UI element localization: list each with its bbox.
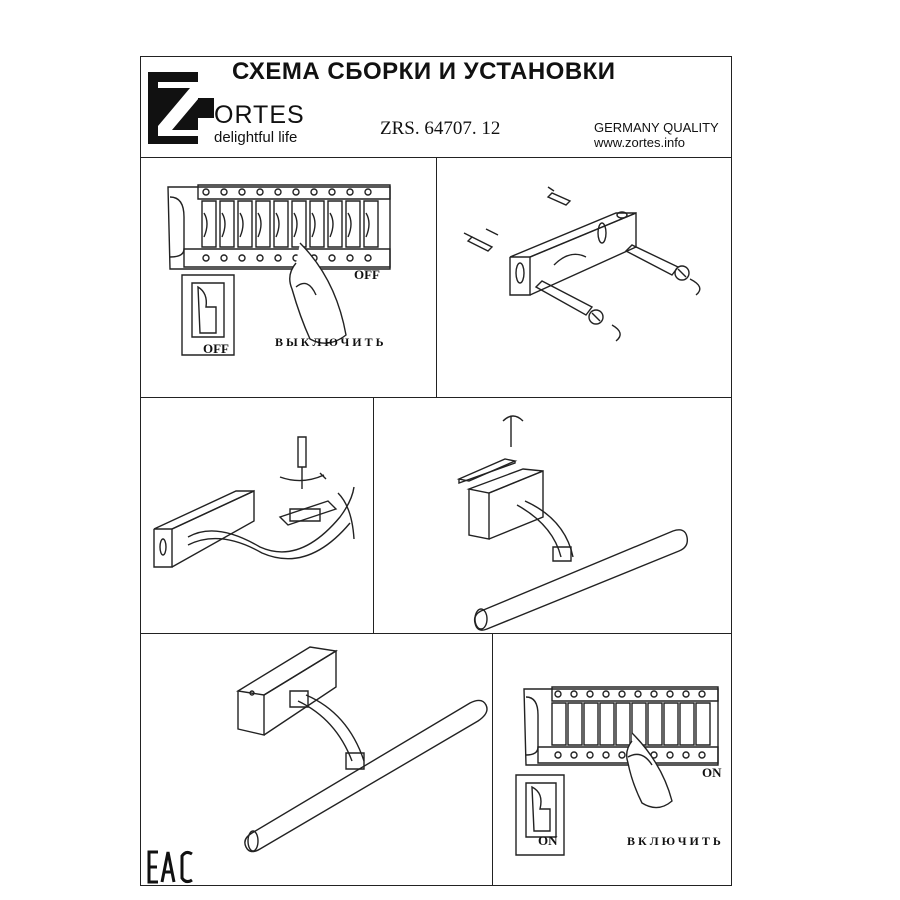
breaker-state-label: ON (702, 765, 722, 780)
step-1-breaker-off (140, 157, 436, 397)
switch-state-label: OFF (203, 341, 229, 356)
switch-state-label: ON (538, 833, 558, 848)
breaker-state-label: OFF (354, 267, 380, 282)
quality-line: GERMANY QUALITY (594, 120, 719, 135)
model-code: ZRS. 64707. 12 (380, 118, 501, 139)
eac-mark-icon (146, 848, 196, 886)
step-4-assembly (373, 397, 732, 633)
step-1-instruction: ВЫКЛЮЧИТЬ (275, 335, 387, 349)
page-title: СХЕМА СБОРКИ И УСТАНОВКИ (232, 58, 616, 85)
step-2-mount-bracket (436, 157, 732, 397)
step-3-wiring (140, 397, 373, 633)
step-6-instruction: ВКЛЮЧИТЬ (627, 834, 724, 848)
brand-name: ORTES (214, 101, 305, 129)
website: www.zortes.info (594, 135, 686, 150)
quality-info (594, 120, 719, 150)
zortes-logo-icon (148, 72, 214, 144)
brand-tagline: delightful life (214, 129, 298, 146)
